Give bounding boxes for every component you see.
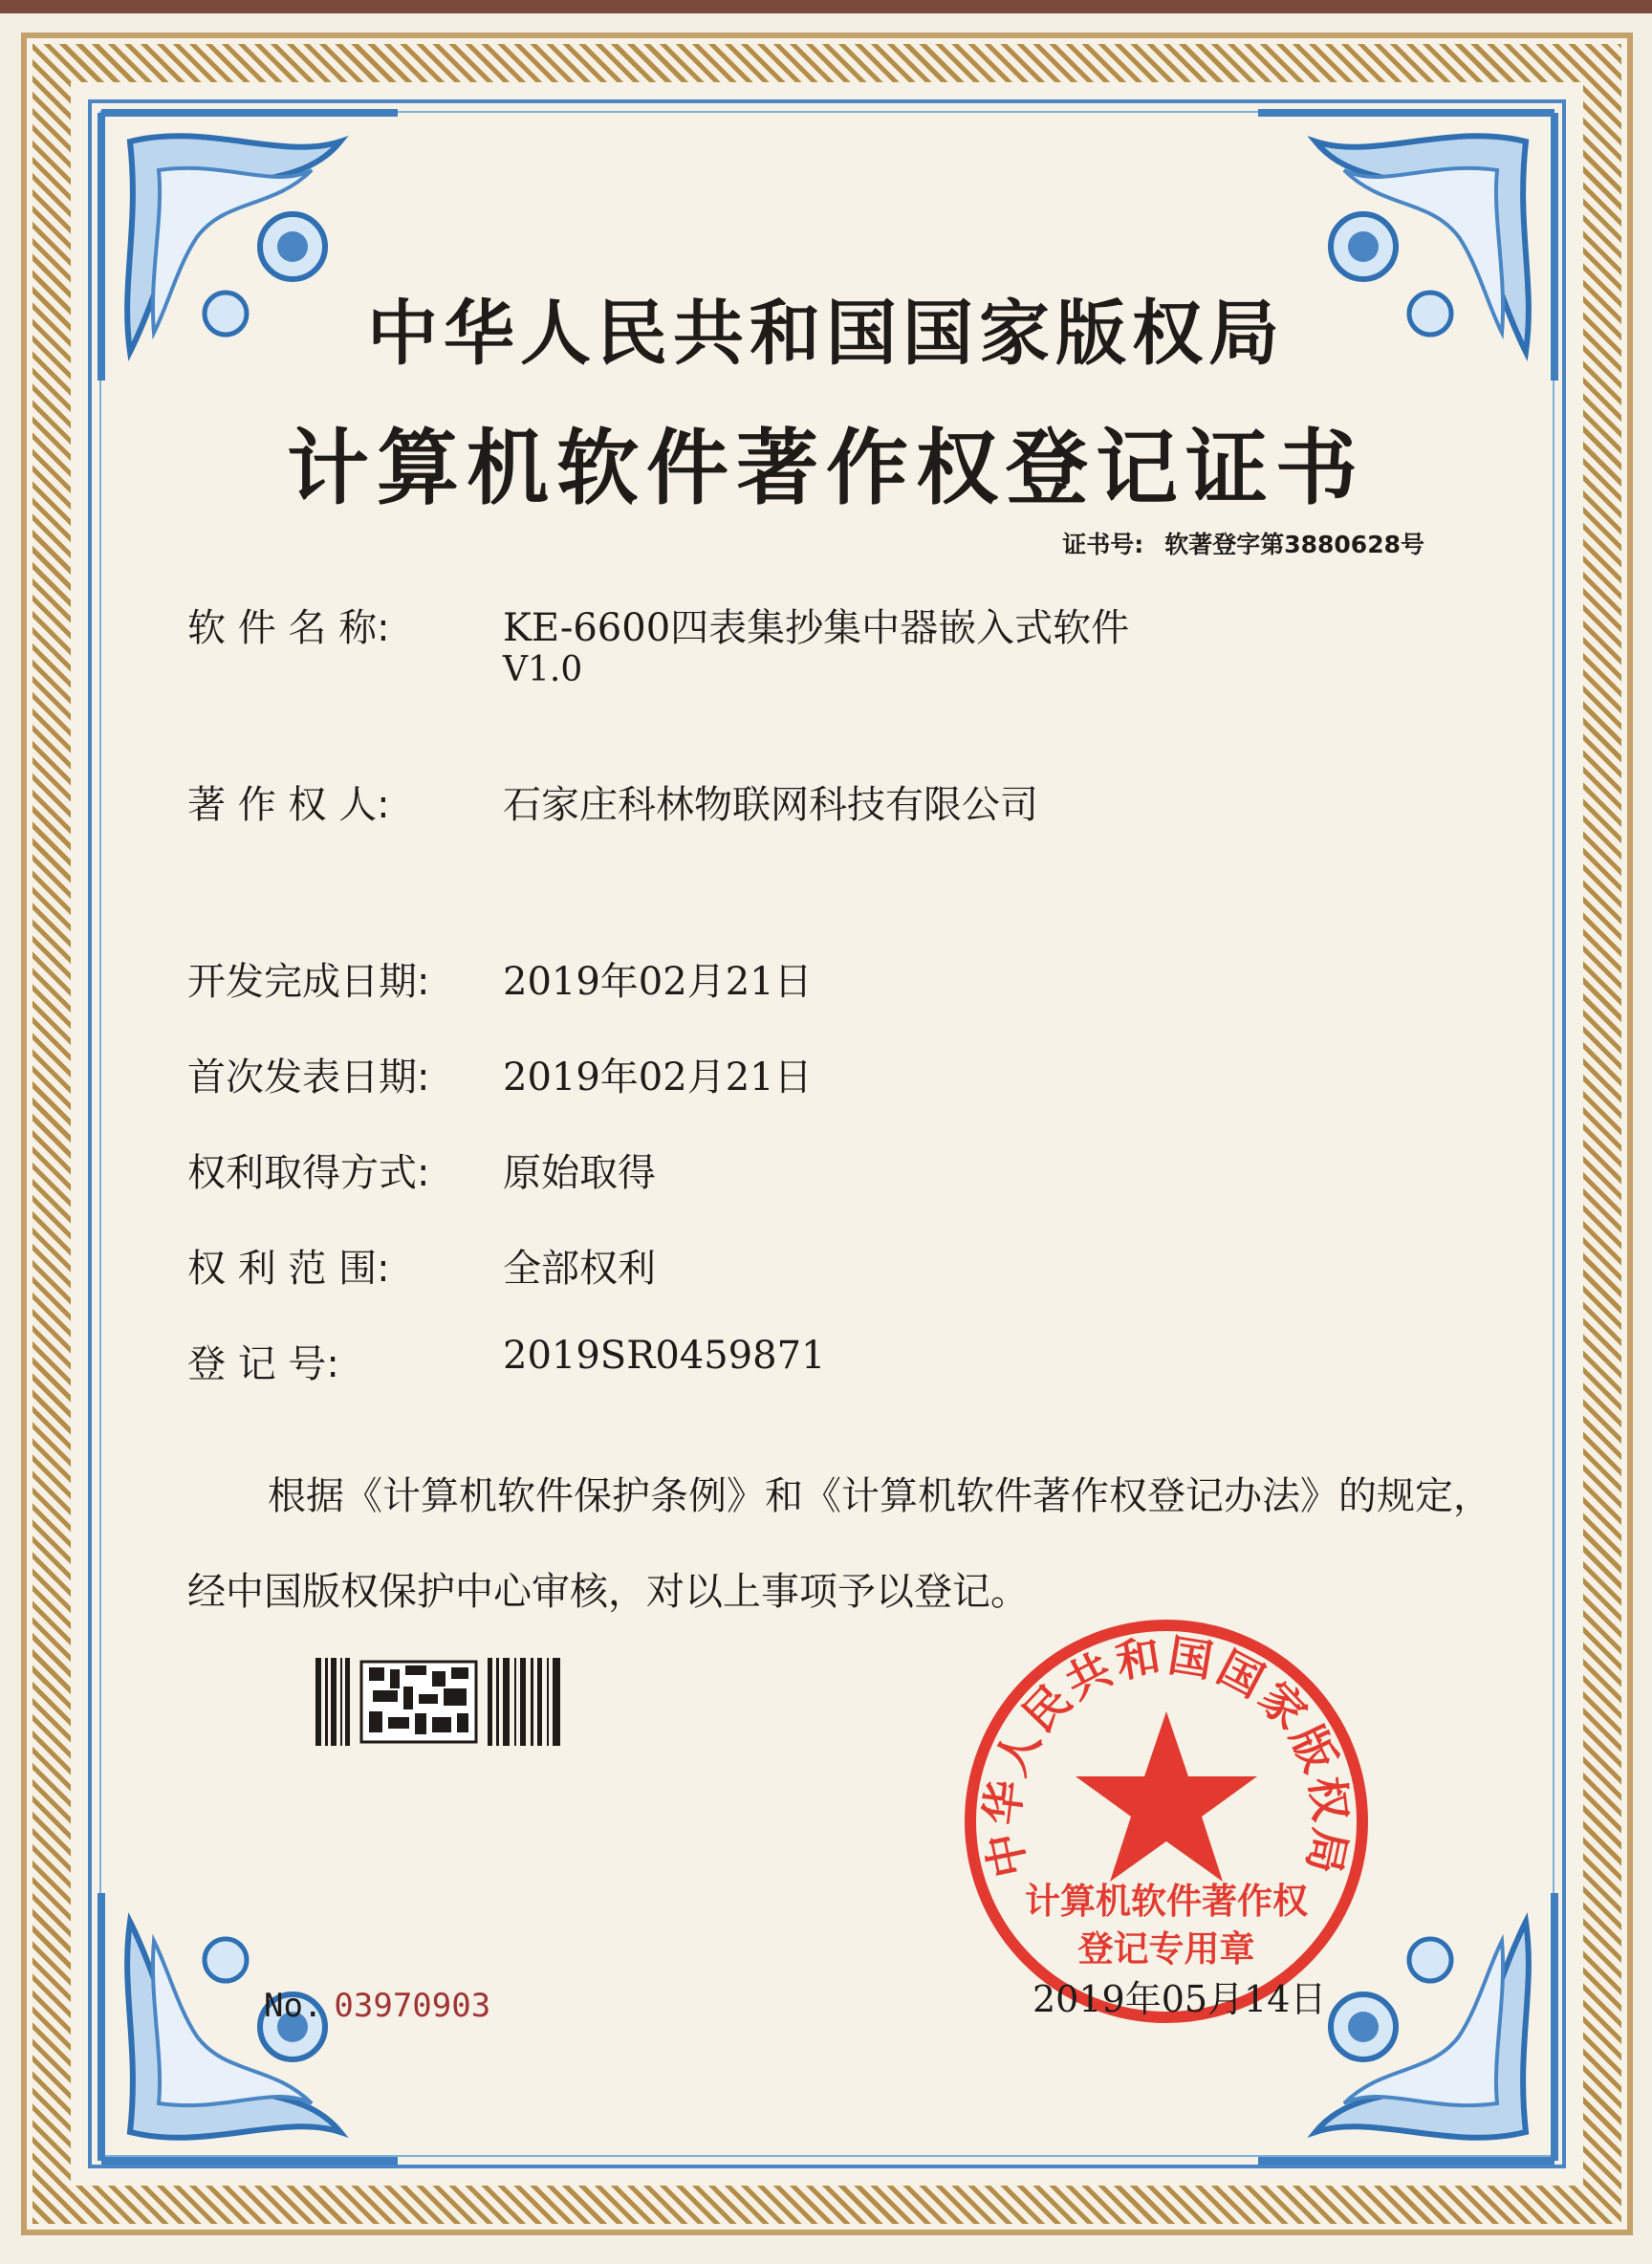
barcode xyxy=(315,1658,564,1746)
field-acquisition-method xyxy=(187,1143,656,1197)
issue-date: 2019年05月14日 xyxy=(1032,1978,1327,2020)
certificate-number-label: 证书号: xyxy=(1062,531,1144,558)
certificate-title: 计算机软件著作权登记证书 xyxy=(287,421,1365,516)
field-label: 登 记 号: xyxy=(187,1342,339,1386)
field-rights-scope xyxy=(187,1238,656,1293)
field-label: 著 作 权 人: xyxy=(187,783,390,827)
seal-text-line-2: 登记专用章 xyxy=(1077,1928,1255,1970)
field-label: 权利取得方式: xyxy=(187,1151,430,1195)
certificate-number-value: 软著登字第3880628号 xyxy=(1164,531,1424,558)
field-label: 权 利 范 围: xyxy=(187,1247,390,1291)
field-label: 开发完成日期: xyxy=(187,960,430,1004)
field-value: 2019SR0459871 xyxy=(503,1334,826,1378)
field-label: 软 件 名 称: xyxy=(187,606,390,650)
top-edge-strip xyxy=(0,0,1652,13)
field-software-version: V1.0 xyxy=(503,650,583,689)
field-copyright-owner xyxy=(187,774,1038,829)
field-value: 全部权利 xyxy=(503,1247,656,1291)
field-value: 石家庄科林物联网科技有限公司 xyxy=(503,783,1038,827)
field-value: 原始取得 xyxy=(503,1151,656,1195)
seal-text-line-1: 计算机软件著作权 xyxy=(1025,1881,1308,1922)
certificate-number xyxy=(1062,526,1424,560)
field-label: 首次发表日期: xyxy=(187,1056,430,1099)
field-value: 2019年02月21日 xyxy=(503,1056,813,1099)
legal-statement: 根据《计算机软件保护条例》和《计算机软件著作权登记办法》的规定，经中国版权保护中心审核，对以上事项予以登记。 xyxy=(187,1474,1491,1614)
serial-value: 03970903 xyxy=(334,1987,491,2025)
field-value: KE-6600四表集抄集中器嵌入式软件 xyxy=(503,606,1130,650)
serial-number xyxy=(264,1987,490,2025)
field-publication-date xyxy=(187,1047,813,1101)
field-registration-number xyxy=(187,1334,826,1388)
seal-star-icon xyxy=(1076,1711,1257,1882)
seal-ring-text: 中华人民共和国国家版权局 xyxy=(975,1629,1358,1883)
field-value: 2019年02月21日 xyxy=(503,960,813,1004)
issuing-authority: 中华人民共和国国家版权局 xyxy=(367,293,1285,375)
corner-ornament-bottom-left xyxy=(92,1883,407,2170)
field-software-name xyxy=(187,598,1130,652)
serial-prefix: No. xyxy=(264,1987,323,2025)
field-development-date xyxy=(187,951,813,1006)
